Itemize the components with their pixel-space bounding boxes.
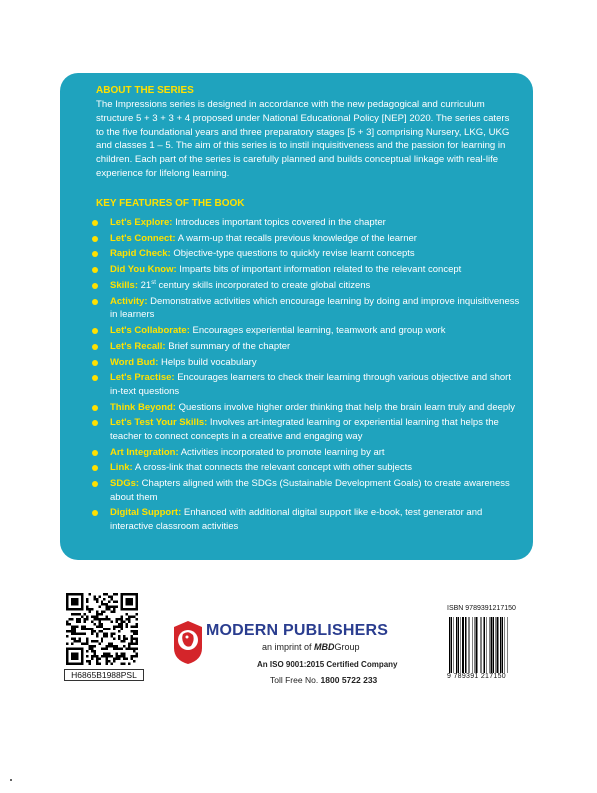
isbn-digits: 9 789391 217150 [447,673,506,680]
bullet-icon [92,481,98,487]
feature-text: Encourages experiential learning, teamwork and group work [189,324,446,336]
tollfree-label: Toll Free No. [270,675,321,685]
feature-item [96,324,520,337]
bullet-icon [92,251,98,257]
feature-text-continued: century skills incorporated to create global citizens [155,279,371,291]
bullet-icon [92,328,98,334]
imprint-suffix: Group [334,642,360,652]
bullet-icon [92,236,98,242]
about-heading: ABOUT THE SERIES [96,85,194,96]
tollfree-number: 1800 5722 233 [320,675,378,685]
features-list [96,216,520,533]
imprint-line [262,642,360,652]
bullet-icon [92,405,98,411]
bullet-icon [92,267,98,273]
feature-label: Activity: [110,295,148,307]
feature-label: Let's Test Your Skills: [110,417,208,429]
feature-label: SDGs: [110,478,140,490]
feature-text: Enhanced with additional digital support like e-book, test generator and interactive classroom activities [110,507,483,532]
bullet-icon [92,220,98,226]
feature-label: Did You Know: [110,264,177,276]
feature-item [96,461,520,474]
feature-label: Think Beyond: [110,401,176,413]
publisher-name: MODERN PUBLISHERS [206,622,389,639]
bullet-icon [92,344,98,350]
feature-label: Let's Connect: [110,232,176,244]
qr-code-text: H6865B1988PSL [64,669,144,681]
feature-label: Let's Collaborate: [110,324,190,336]
feature-text: Imparts bits of important information related to the relevant concept [176,264,462,276]
isbn-label: ISBN 9789391217150 [447,605,516,612]
feature-text: Involves art-integrated learning or experiential learning that helps the teacher to connect concepts in a creative and engaging way [110,417,499,442]
qr-code [66,593,138,665]
bullet-icon [92,299,98,305]
feature-item [96,232,520,245]
feature-text: Chapters aligned with the SDGs (Sustainable Development Goals) to create awareness about them [110,478,510,503]
bullet-icon [92,450,98,456]
feature-label: Let's Practise: [110,372,175,384]
isbn-barcode [449,617,531,673]
publisher-logo-icon [173,620,203,665]
feature-text: Brief summary of the chapter [165,340,291,352]
bullet-icon [92,420,98,426]
feature-item [96,446,520,459]
about-text: The Impressions series is designed in accordance with the new pedagogical and curriculum structure 5 + 3 + 3 + 4 proposed under National Educational Policy [NEP] 2020. The series caters to the five foundational years and three preparatory stages [5 + 3] comprising Nursery, LKG, UKG and classes 1 – 5. The aim of this series is to instil inquisitiveness and the passion for learning in children. Each part of the series is carefully planned and builds conceptual linkage with real-life experience for lifelong learning. [96,99,510,179]
feature-item [96,506,520,533]
imprint-prefix: an imprint of [262,642,315,652]
toll-free [270,675,377,685]
imprint-brand: MBD [314,642,335,652]
feature-text: Helps build vocabulary [158,356,257,368]
feature-item [96,401,520,414]
feature-text: 21 [138,279,152,291]
bullet-icon [92,510,98,516]
feature-label: Let's Recall: [110,340,166,352]
feature-text: Demonstrative activities which encourage learning by doing and improve inquisitiveness in learners [110,295,520,321]
feature-label: Word Bud: [110,356,159,368]
info-panel [60,73,533,560]
page-mark [10,779,12,781]
bullet-icon [92,360,98,366]
feature-label: Art Integration: [110,446,179,458]
bullet-icon [92,465,98,471]
feature-item [96,340,520,353]
iso-certification: An ISO 9001:2015 Certified Company [257,660,398,669]
feature-text: A warm-up that recalls previous knowledge of the learner [175,232,417,244]
feature-item [96,371,520,398]
bullet-icon [92,283,98,289]
feature-item [96,263,520,276]
feature-item [96,216,520,229]
feature-label: Digital Support: [110,507,182,519]
feature-item [96,247,520,260]
feature-item [96,356,520,369]
feature-text: A cross-link that connects the relevant concept with other subjects [132,462,413,474]
feature-text: Questions involve higher order thinking that help the brain learn truly and deeply [175,401,516,413]
feature-superscript: st [151,279,156,286]
features-heading: KEY FEATURES OF THE BOOK [96,197,245,209]
feature-label: Let's Explore: [110,216,173,228]
feature-item [96,416,520,443]
feature-item [96,279,520,292]
feature-text: Objective-type questions to quickly revise learnt concepts [170,248,415,260]
feature-text: Activities incorporated to promote learning by art [178,446,385,458]
feature-label: Skills: [110,279,138,291]
feature-text: Introduces important topics covered in the chapter [172,216,386,228]
feature-label: Rapid Check: [110,248,171,260]
bullet-icon [92,375,98,381]
feature-item [96,477,520,504]
feature-item [96,295,520,322]
feature-label: Link: [110,462,133,474]
feature-text: Encourages learners to check their learning through various objective and short in-text questions [110,372,511,397]
